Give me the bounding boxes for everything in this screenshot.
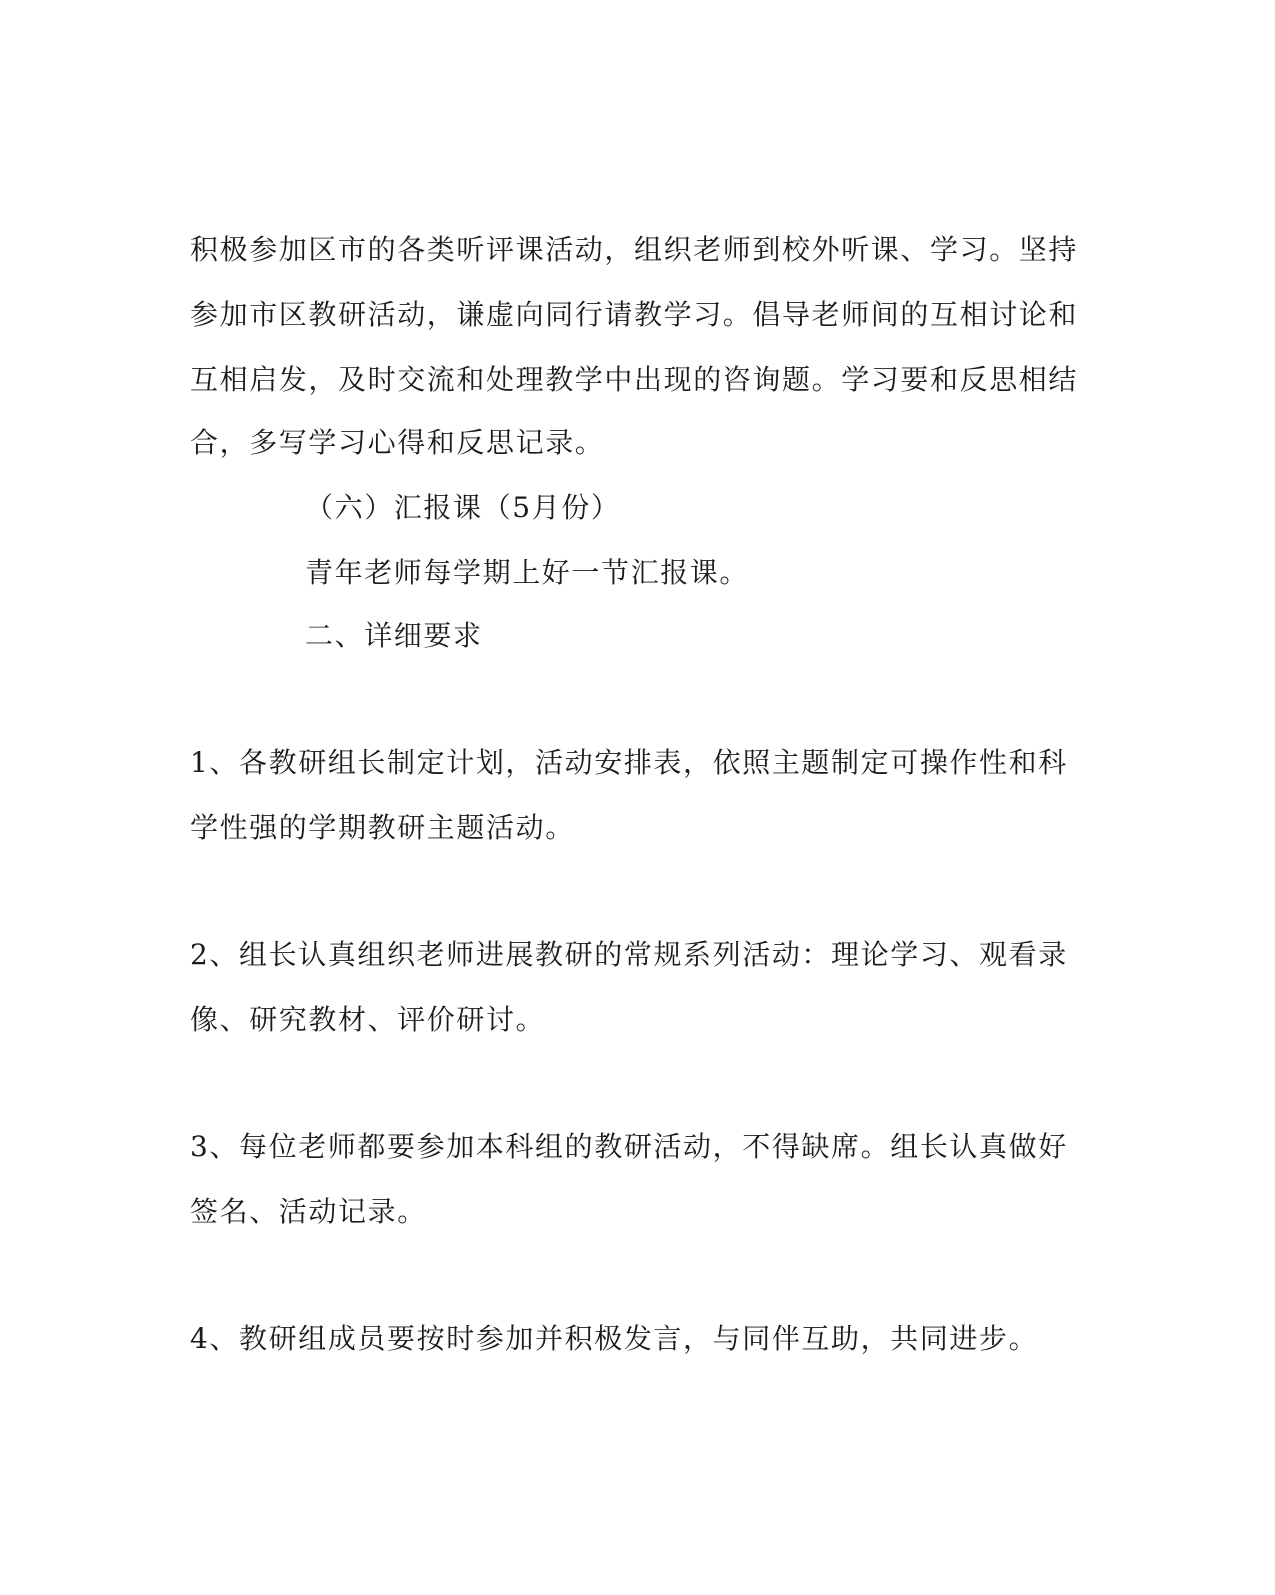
section-six-body: 青年老师每学期上好一节汇报课。 bbox=[305, 556, 750, 589]
requirement-3-line: 签名、活动记录。 bbox=[190, 1195, 427, 1228]
requirement-3-line: 3、每位老师都要参加本科组的教研活动，不得缺席。组长认真做好 bbox=[190, 1130, 1068, 1163]
requirement-1-line: 1、各教研组长制定计划，活动安排表，依照主题制定可操作性和科 bbox=[190, 746, 1068, 779]
requirement-1-line: 学性强的学期教研主题活动。 bbox=[190, 811, 575, 844]
section-two-heading: 二、详细要求 bbox=[305, 619, 483, 652]
section-six-heading: （六）汇报课（5月份） bbox=[305, 491, 621, 524]
intro-paragraph-line: 互相启发，及时交流和处理教学中出现的咨询题。学习要和反思相结 bbox=[190, 363, 1079, 396]
requirement-4-line: 4、教研组成员要按时参加并积极发言，与同伴互助，共同进步。 bbox=[190, 1322, 1039, 1355]
intro-paragraph-line: 合，多写学习心得和反思记录。 bbox=[190, 426, 605, 459]
intro-paragraph-line: 参加市区教研活动，谦虚向同行请教学习。倡导老师间的互相讨论和 bbox=[190, 298, 1079, 331]
requirement-2-line: 2、组长认真组织老师进展教研的常规系列活动：理论学习、观看录 bbox=[190, 938, 1068, 971]
requirement-2-line: 像、研究教材、评价研讨。 bbox=[190, 1003, 546, 1036]
intro-paragraph-line: 积极参加区市的各类听评课活动，组织老师到校外听课、学习。坚持 bbox=[190, 233, 1079, 266]
